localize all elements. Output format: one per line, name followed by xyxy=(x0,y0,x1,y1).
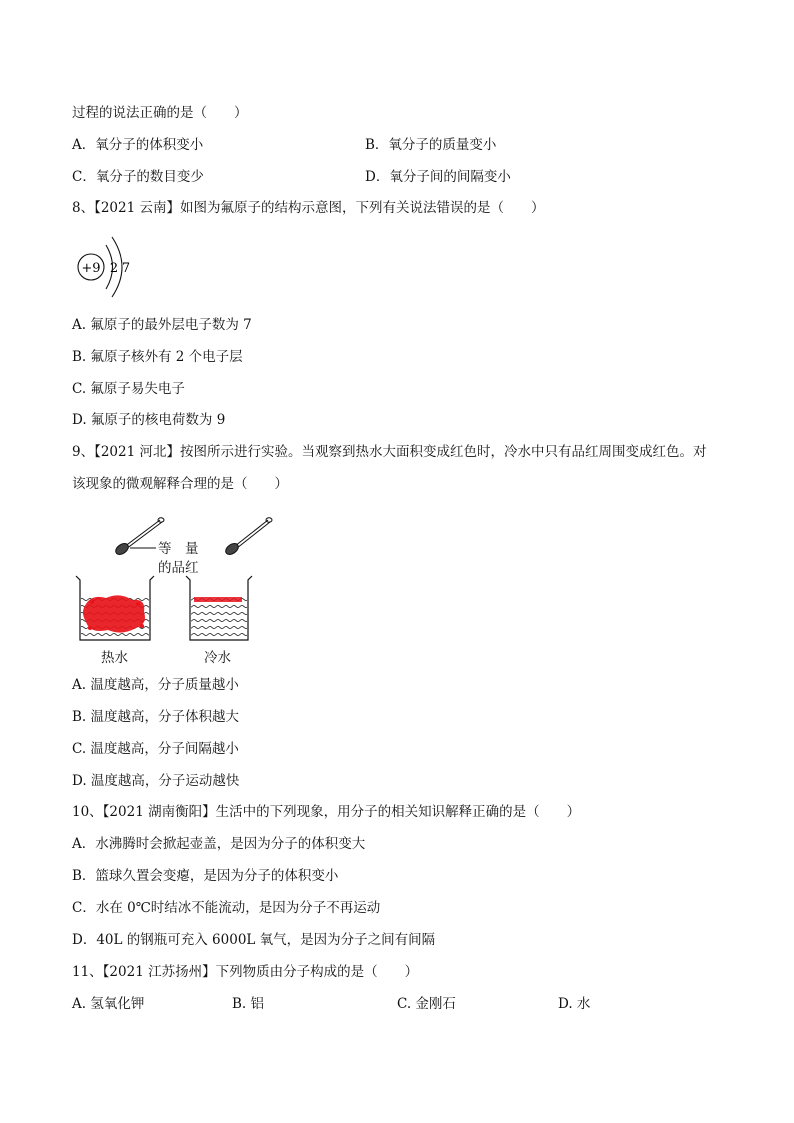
fluorine-atom-structure-diagram xyxy=(70,228,140,306)
q7-option-a: A．氧分子的体积变小 xyxy=(72,137,204,153)
q8-option-a: A. 氟原子的最外层电子数为 7 xyxy=(72,317,252,333)
red-diffusion-small xyxy=(194,597,242,602)
beaker-experiment-figure xyxy=(72,512,282,642)
q11-option-b: B. 铝 xyxy=(232,996,265,1012)
right-spoon xyxy=(224,518,272,557)
q11-stem: 11、【2021 江苏扬州】下列物质由分子构成的是（ ） xyxy=(72,964,419,980)
q7-stem-tail: 过程的说法正确的是（ ） xyxy=(72,105,248,121)
q10-stem: 10、【2021 湖南衡阳】生活中的下列现象，用分子的相关知识解释正确的是（ ） xyxy=(72,804,581,820)
q9-stem-line1: 9、【2021 河北】按图所示进行实验。当观察到热水大面积变成红色时，冷水中只有品红周围变成红色。对 xyxy=(72,444,707,460)
q11-option-a: A. 氢氧化钾 xyxy=(72,996,145,1012)
q9-option-c: C. 温度越高，分子间隔越小 xyxy=(72,741,239,757)
q8-option-d: D. 氟原子的核电荷数为 9 xyxy=(72,412,226,428)
q8-option-c: C. 氟原子易失电子 xyxy=(72,381,185,397)
cold-water-beaker xyxy=(186,576,252,640)
hot-water-beaker xyxy=(76,576,154,640)
q8-stem: 8、【2021 云南】如图为氟原子的结构示意图，下列有关说法错误的是（ ） xyxy=(72,200,545,216)
cold-water-label: 冷水 xyxy=(204,650,231,666)
q9-option-a: A. 温度越高，分子质量越小 xyxy=(72,677,239,693)
q11-option-c: C. 金刚石 xyxy=(397,996,456,1012)
hot-water-label: 热水 xyxy=(101,650,128,666)
q7-option-b: B．氧分子的质量变小 xyxy=(365,137,497,153)
left-spoon xyxy=(114,518,164,557)
q10-option-c: C．水在 0℃时结冰不能流动，是因为分子不再运动 xyxy=(72,900,381,916)
shell1-electron-count: 2 xyxy=(109,261,119,276)
nucleus-charge: +9 xyxy=(81,261,101,276)
figure-label-equal: 等 量 xyxy=(158,541,199,557)
q10-option-b: B．篮球久置会变瘪，是因为分子的体积变小 xyxy=(72,868,339,884)
q9-option-d: D. 温度越高，分子运动越快 xyxy=(72,773,240,789)
q9-option-b: B. 温度越高，分子体积越大 xyxy=(72,709,240,725)
q8-option-b: B. 氟原子核外有 2 个电子层 xyxy=(72,349,243,365)
q10-option-d: D．40L 的钢瓶可充入 6000L 氧气，是因为分子之间有间隔 xyxy=(72,932,436,948)
q7-option-d: D．氧分子间的间隔变小 xyxy=(365,169,511,185)
q9-stem-line2: 该现象的微观解释合理的是（ ） xyxy=(72,476,288,492)
shell2-electron-count: 7 xyxy=(121,261,131,276)
q11-option-d: D. 水 xyxy=(558,996,591,1012)
figure-label-dye: 的品红 xyxy=(158,560,199,576)
q10-option-a: A．水沸腾时会掀起壶盖，是因为分子的体积变大 xyxy=(72,836,366,852)
q7-option-c: C．氧分子的数目变少 xyxy=(72,169,204,185)
